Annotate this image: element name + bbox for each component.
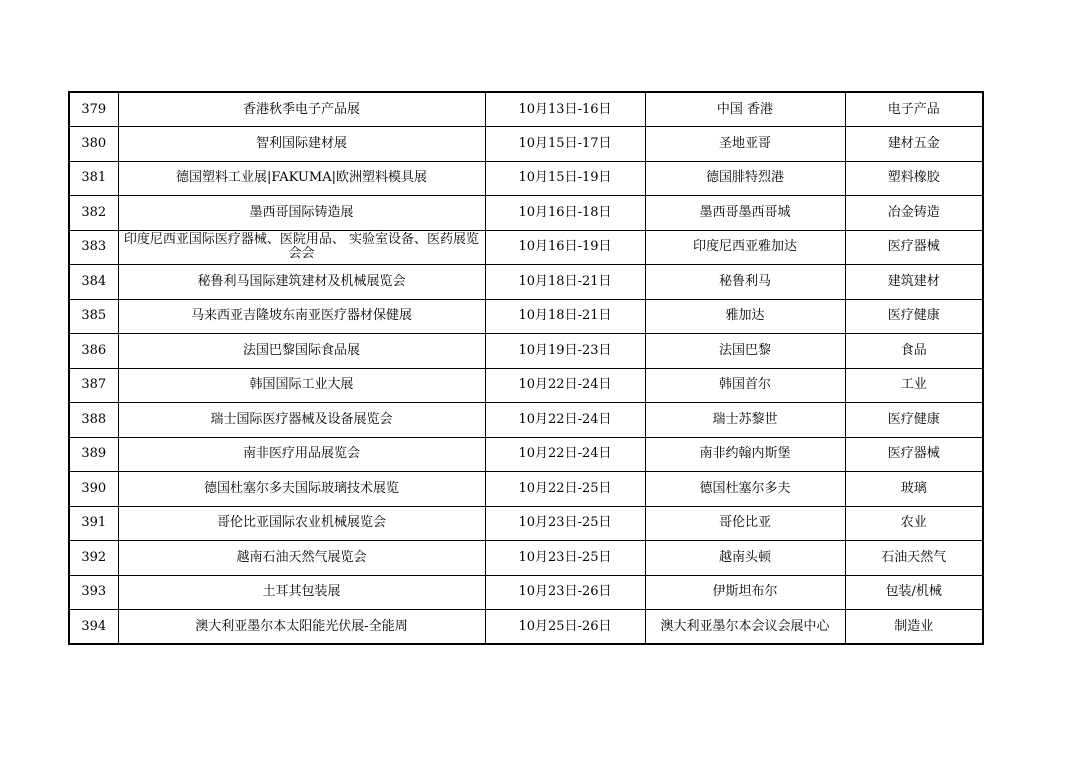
exhibition-name-cell: 法国巴黎国际食品展 (118, 334, 485, 369)
location-cell: 雅加达 (645, 299, 845, 334)
location-cell: 伊斯坦布尔 (645, 575, 845, 610)
row-number-cell: 392 (69, 541, 118, 576)
location-cell: 中国 香港 (645, 92, 845, 127)
table-row (69, 334, 983, 369)
date-cell: 10月16日-19日 (485, 230, 645, 265)
date-cell: 10月22日-24日 (485, 403, 645, 438)
date-cell: 10月25日-26日 (485, 610, 645, 645)
row-number-cell: 383 (69, 230, 118, 265)
location-cell: 印度尼西亚雅加达 (645, 230, 845, 265)
category-cell: 塑料橡胶 (845, 161, 983, 196)
table-row (69, 368, 983, 403)
row-number-cell: 380 (69, 127, 118, 162)
exhibition-name-cell: 土耳其包装展 (118, 575, 485, 610)
table-row (69, 472, 983, 507)
date-cell: 10月15日-19日 (485, 161, 645, 196)
location-cell: 哥伦比亚 (645, 506, 845, 541)
date-cell: 10月18日-21日 (485, 265, 645, 300)
date-cell: 10月19日-23日 (485, 334, 645, 369)
row-number-cell: 382 (69, 196, 118, 231)
location-cell: 德国腓特烈港 (645, 161, 845, 196)
location-cell: 南非约翰内斯堡 (645, 437, 845, 472)
exhibition-name-cell: 墨西哥国际铸造展 (118, 196, 485, 231)
exhibition-name-cell: 哥伦比亚国际农业机械展览会 (118, 506, 485, 541)
table-row (69, 230, 983, 265)
date-cell: 10月16日-18日 (485, 196, 645, 231)
exhibition-name-cell: 印度尼西亚国际医疗器械、医院用品、 实验室设备、医药展览会会 (118, 230, 485, 265)
location-cell: 秘鲁利马 (645, 265, 845, 300)
category-cell: 制造业 (845, 610, 983, 645)
category-cell: 医疗健康 (845, 299, 983, 334)
table-body (69, 92, 983, 644)
location-cell: 澳大利亚墨尔本会议会展中心 (645, 610, 845, 645)
date-cell: 10月23日-26日 (485, 575, 645, 610)
exhibition-name-cell: 秘鲁利马国际建筑建材及机械展览会 (118, 265, 485, 300)
category-cell: 建材五金 (845, 127, 983, 162)
location-cell: 圣地亚哥 (645, 127, 845, 162)
row-number-cell: 393 (69, 575, 118, 610)
exhibition-name-cell: 南非医疗用品展览会 (118, 437, 485, 472)
row-number-cell: 379 (69, 92, 118, 127)
category-cell: 农业 (845, 506, 983, 541)
category-cell: 冶金铸造 (845, 196, 983, 231)
row-number-cell: 388 (69, 403, 118, 438)
row-number-cell: 387 (69, 368, 118, 403)
category-cell: 医疗健康 (845, 403, 983, 438)
category-cell: 医疗器械 (845, 230, 983, 265)
location-cell: 德国杜塞尔多夫 (645, 472, 845, 507)
table-row (69, 299, 983, 334)
category-cell: 工业 (845, 368, 983, 403)
category-cell: 包装/机械 (845, 575, 983, 610)
exhibition-name-cell: 韩国国际工业大展 (118, 368, 485, 403)
table-row (69, 541, 983, 576)
category-cell: 电子产品 (845, 92, 983, 127)
row-number-cell: 389 (69, 437, 118, 472)
row-number-cell: 381 (69, 161, 118, 196)
date-cell: 10月15日-17日 (485, 127, 645, 162)
category-cell: 医疗器械 (845, 437, 983, 472)
table-row (69, 575, 983, 610)
date-cell: 10月18日-21日 (485, 299, 645, 334)
row-number-cell: 384 (69, 265, 118, 300)
table-row (69, 161, 983, 196)
category-cell: 建筑建材 (845, 265, 983, 300)
table-row (69, 196, 983, 231)
row-number-cell: 394 (69, 610, 118, 645)
table-row (69, 265, 983, 300)
date-cell: 10月13日-16日 (485, 92, 645, 127)
date-cell: 10月22日-24日 (485, 368, 645, 403)
exhibitions-table (68, 91, 984, 645)
row-number-cell: 390 (69, 472, 118, 507)
row-number-cell: 385 (69, 299, 118, 334)
table-row (69, 92, 983, 127)
exhibition-name-cell: 瑞士国际医疗器械及设备展览会 (118, 403, 485, 438)
date-cell: 10月23日-25日 (485, 506, 645, 541)
location-cell: 韩国首尔 (645, 368, 845, 403)
category-cell: 石油天然气 (845, 541, 983, 576)
table-row (69, 506, 983, 541)
exhibition-name-cell: 澳大利亚墨尔本太阳能光伏展-全能周 (118, 610, 485, 645)
date-cell: 10月23日-25日 (485, 541, 645, 576)
table-row (69, 127, 983, 162)
table-row (69, 437, 983, 472)
table-row (69, 610, 983, 645)
location-cell: 墨西哥墨西哥城 (645, 196, 845, 231)
exhibition-name-cell: 马来西亚吉隆坡东南亚医疗器材保健展 (118, 299, 485, 334)
location-cell: 越南头顿 (645, 541, 845, 576)
category-cell: 玻璃 (845, 472, 983, 507)
row-number-cell: 386 (69, 334, 118, 369)
exhibition-name-cell: 德国塑料工业展|FAKUMA|欧洲塑料模具展 (118, 161, 485, 196)
exhibition-name-cell: 智利国际建材展 (118, 127, 485, 162)
date-cell: 10月22日-25日 (485, 472, 645, 507)
row-number-cell: 391 (69, 506, 118, 541)
location-cell: 瑞士苏黎世 (645, 403, 845, 438)
date-cell: 10月22日-24日 (485, 437, 645, 472)
exhibition-name-cell: 越南石油天然气展览会 (118, 541, 485, 576)
exhibition-name-cell: 香港秋季电子产品展 (118, 92, 485, 127)
table-row (69, 403, 983, 438)
location-cell: 法国巴黎 (645, 334, 845, 369)
category-cell: 食品 (845, 334, 983, 369)
exhibition-name-cell: 德国杜塞尔多夫国际玻璃技术展览 (118, 472, 485, 507)
